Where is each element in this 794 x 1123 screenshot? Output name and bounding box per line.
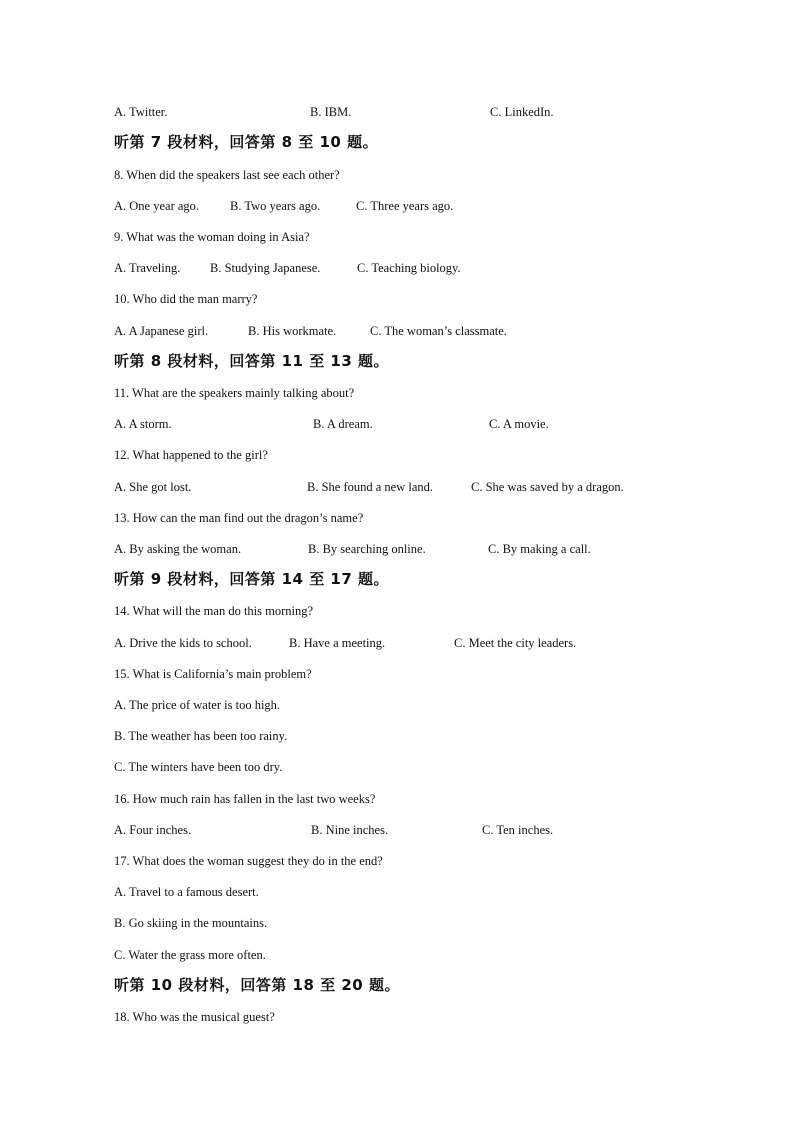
q8-option-c: C. Three years ago. xyxy=(356,199,454,213)
question-8: 8. When did the speakers last see each other? xyxy=(114,168,340,182)
q7-option-a: A. Twitter. xyxy=(114,105,168,119)
section-8-heading: 听第 8 段材料，回答第 11 至 13 题。 xyxy=(114,352,390,370)
question-13: 13. How can the man find out the dragon’s name? xyxy=(114,511,364,525)
q17-option-a: A. Travel to a famous desert. xyxy=(114,885,259,899)
question-16: 16. How much rain has fallen in the last two weeks? xyxy=(114,792,376,806)
question-12: 12. What happened to the girl? xyxy=(114,448,268,462)
q13-option-b: B. By searching online. xyxy=(308,542,426,556)
question-14: 14. What will the man do this morning? xyxy=(114,604,314,618)
q11-option-c: C. A movie. xyxy=(489,417,549,431)
q14-option-c: C. Meet the city leaders. xyxy=(454,636,577,650)
question-11: 11. What are the speakers mainly talking about? xyxy=(114,386,355,400)
q9-option-c: C. Teaching biology. xyxy=(357,261,461,275)
q16-option-a: A. Four inches. xyxy=(114,823,192,837)
q14-option-a: A. Drive the kids to school. xyxy=(114,636,252,650)
q8-option-b: B. Two years ago. xyxy=(230,199,321,213)
q13-option-c: C. By making a call. xyxy=(488,542,591,556)
q16-option-c: C. Ten inches. xyxy=(482,823,554,837)
question-17: 17. What does the woman suggest they do in the end? xyxy=(114,854,383,868)
q11-option-a: A. A storm. xyxy=(114,417,172,431)
q16-option-b: B. Nine inches. xyxy=(311,823,389,837)
q10-option-c: C. The woman’s classmate. xyxy=(370,324,507,338)
q13-option-a: A. By asking the woman. xyxy=(114,542,242,556)
q15-option-c: C. The winters have been too dry. xyxy=(114,760,283,774)
q9-option-b: B. Studying Japanese. xyxy=(210,261,321,275)
question-9: 9. What was the woman doing in Asia? xyxy=(114,230,310,244)
section-9-heading: 听第 9 段材料，回答第 14 至 17 题。 xyxy=(114,570,390,588)
q17-option-c: C. Water the grass more often. xyxy=(114,948,266,962)
q12-option-b: B. She found a new land. xyxy=(307,480,434,494)
q14-option-b: B. Have a meeting. xyxy=(289,636,386,650)
q12-option-c: C. She was saved by a dragon. xyxy=(471,480,624,494)
section-7-heading: 听第 7 段材料，回答第 8 至 10 题。 xyxy=(114,133,379,151)
q17-option-b: B. Go skiing in the mountains. xyxy=(114,916,268,930)
q10-option-a: A. A Japanese girl. xyxy=(114,324,209,338)
q15-option-a: A. The price of water is too high. xyxy=(114,698,281,712)
q7-option-b: B. IBM. xyxy=(310,105,352,119)
q10-option-b: B. His workmate. xyxy=(248,324,337,338)
section-10-heading: 听第 10 段材料，回答第 18 至 20 题。 xyxy=(114,976,400,994)
q7-option-c: C. LinkedIn. xyxy=(490,105,554,119)
q8-option-a: A. One year ago. xyxy=(114,199,200,213)
q15-option-b: B. The weather has been too rainy. xyxy=(114,729,288,743)
question-10: 10. Who did the man marry? xyxy=(114,292,258,306)
question-18: 18. Who was the musical guest? xyxy=(114,1010,275,1024)
q11-option-b: B. A dream. xyxy=(313,417,373,431)
q12-option-a: A. She got lost. xyxy=(114,480,192,494)
q9-option-a: A. Traveling. xyxy=(114,261,181,275)
question-15: 15. What is California’s main problem? xyxy=(114,667,312,681)
